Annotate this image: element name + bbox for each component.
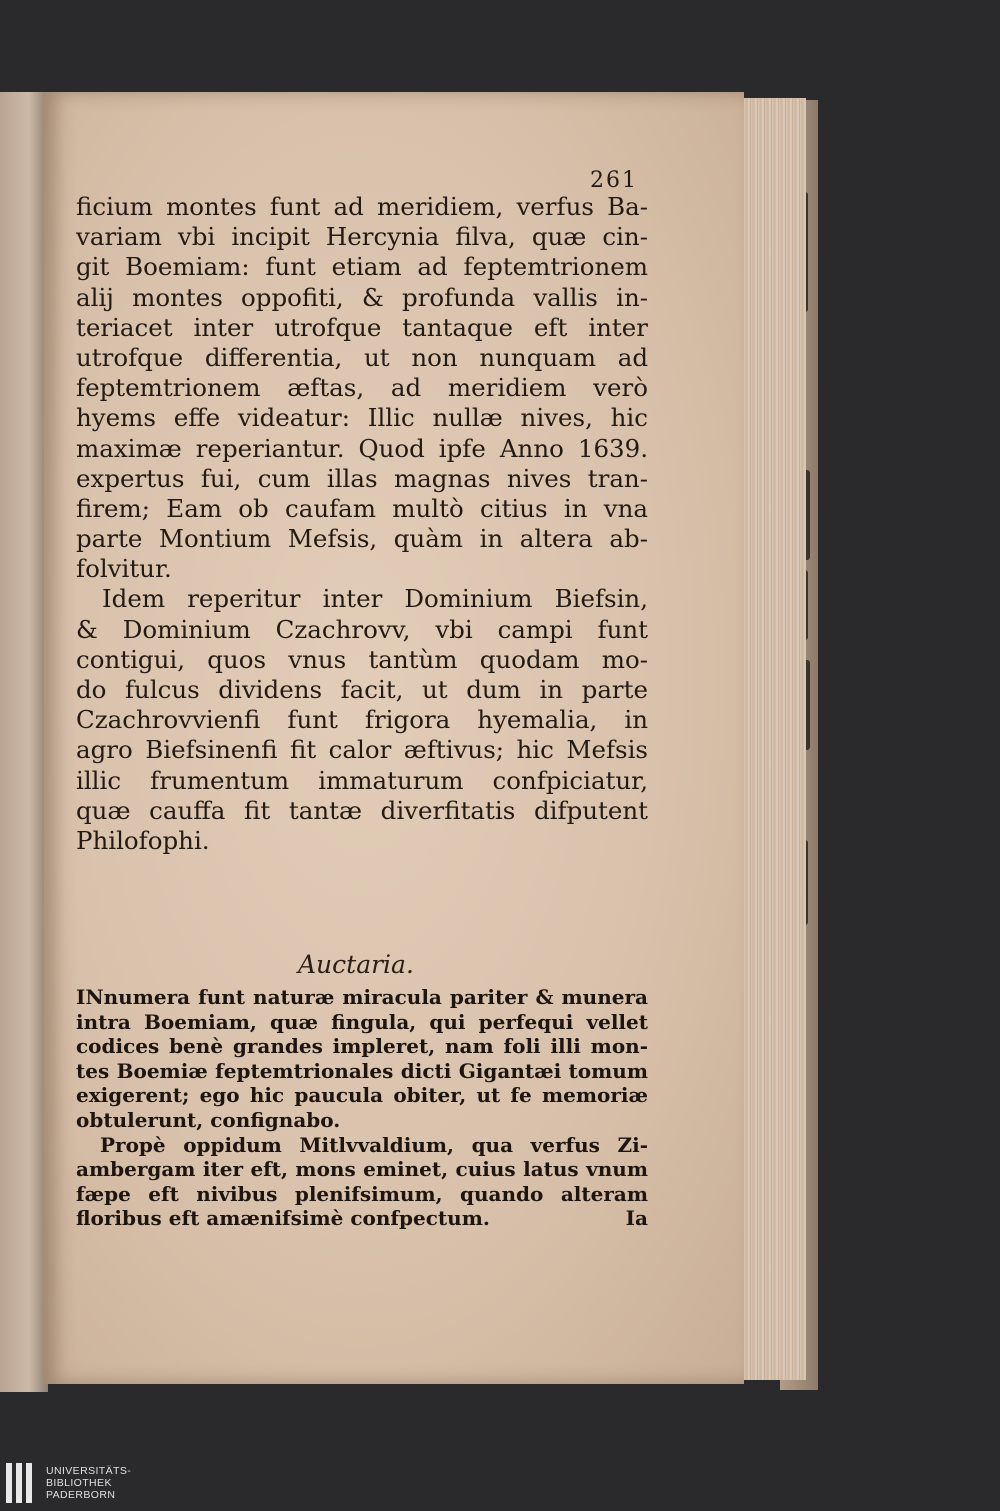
text-line: utrofque differentia, ut non nunquam ad	[76, 342, 648, 372]
text-line: firem; Eam ob caufam multò citius in vna	[76, 493, 648, 523]
text-line: tes Boemiæ feptemtrionales dicti Gigantæi tomum	[76, 1058, 648, 1083]
text-line: expertus fui, cum illas magnas nives tran-	[76, 463, 648, 493]
page-number: 261	[590, 168, 638, 193]
text-line: ambergam iter eft, mons eminet, cuius latus vnum	[76, 1157, 648, 1182]
text-line: folvitur.	[76, 554, 172, 584]
catchword: Ia	[625, 1206, 648, 1231]
library-logo-icon	[6, 1461, 36, 1505]
text-line: fæpe eft nivibus plenifsimum, quando alteram	[76, 1181, 648, 1206]
text-line: feptemtrionem æftas, ad meridiem verò	[76, 373, 648, 403]
text-line: intra Boemiam, quæ fingula, qui perfequi vellet	[76, 1009, 648, 1034]
text-line: codices benè grandes impleret, nam foli illi mon-	[76, 1034, 648, 1059]
text-line: & Dominium Czachrovv, vbi campi funt	[76, 614, 648, 644]
text-line: teriacet inter utrofque tantaque eft inter	[76, 312, 648, 342]
text-line: floribus eft amænifsimè confpectum.	[76, 1206, 490, 1231]
text-line: hyems effe videatur: Illic nullæ nives, hic	[76, 403, 648, 433]
text-line: variam vbi incipit Hercynia filva, quæ cin-	[76, 222, 648, 252]
text-line: do fulcus dividens facit, ut dum in parte	[76, 675, 648, 704]
text-line: quæ cauffa fit tantæ diverfitatis difputent	[76, 795, 648, 825]
text-line: exigerent; ego hic paucula obiter, ut fe memoriæ	[76, 1083, 648, 1108]
text-line: illic frumentum immaturum confpiciatur,	[76, 765, 648, 795]
text-line: maximæ reperiantur. Quod ipfe Anno 1639.	[76, 433, 648, 463]
last-line-row	[76, 1206, 648, 1231]
text-line: Propè oppidum Mitlvvaldium, qua verfus Zi-	[100, 1132, 648, 1157]
page-fore-edge	[744, 98, 806, 1380]
facing-page-edge	[0, 92, 48, 1392]
library-logo	[6, 1460, 166, 1506]
auctaria-text	[76, 985, 648, 1231]
text-line: agro Biefsinenfi fit calor æftivus; hic Mefsis	[76, 735, 648, 765]
text-line: obtulerunt, confignabo.	[76, 1107, 341, 1132]
text-line: Idem reperitur inter Dominium Biefsin,	[102, 584, 648, 614]
text-line: INnumera funt naturæ miracula pariter & munera	[76, 985, 648, 1009]
text-line: parte Montium Mefsis, quàm in altera ab-	[76, 524, 648, 554]
logo-line: PADERBORN	[46, 1489, 116, 1501]
text-line: ficium montes funt ad meridiem, verfus Ba-	[76, 192, 648, 221]
text-line: Philofophi.	[76, 825, 210, 855]
text-line: alij montes oppofiti, & profunda vallis in-	[76, 282, 648, 312]
text-line: contigui, quos vnus tantùm quodam mo-	[76, 644, 648, 674]
section-heading: Auctaria.	[298, 950, 414, 979]
library-logo-text	[46, 1465, 131, 1501]
text-line: Czachrovvienfi funt frigora hyemalia, in	[76, 705, 648, 735]
text-line: git Boemiam: funt etiam ad feptemtrionem	[76, 252, 648, 282]
main-text	[76, 170, 648, 856]
logo-line: UNIVERSITÄTS-	[46, 1465, 132, 1477]
logo-line: BIBLIOTHEK	[46, 1477, 112, 1489]
